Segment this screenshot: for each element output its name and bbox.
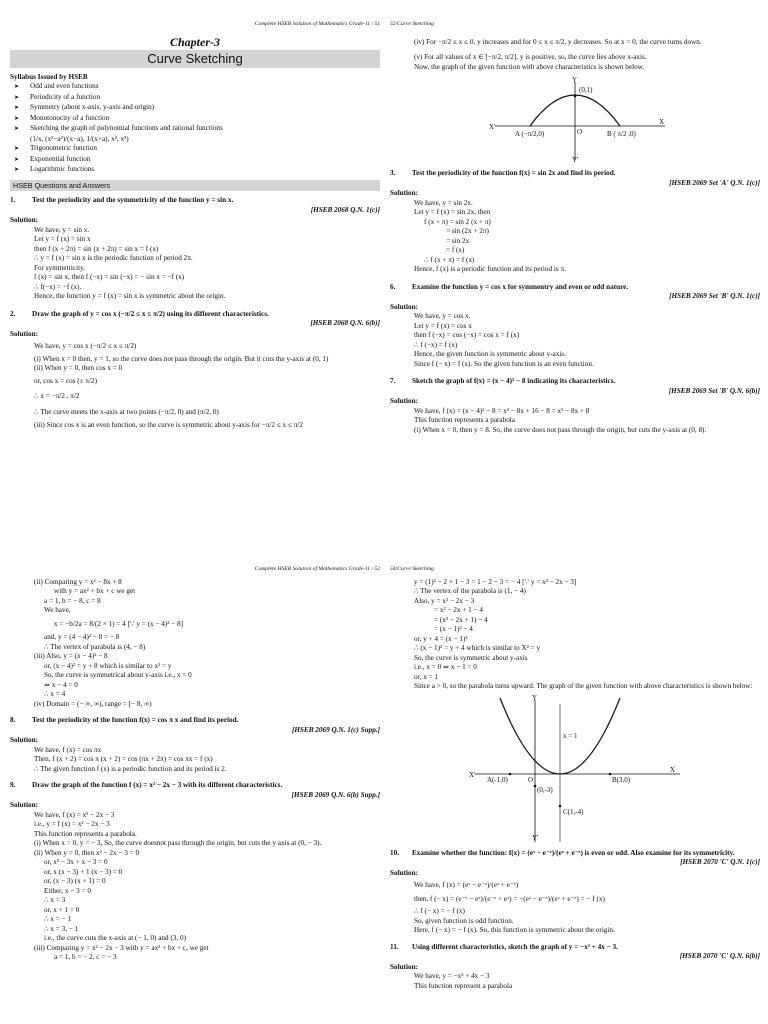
point-label-d: (0,-3) bbox=[537, 785, 553, 794]
question-ref: [HSEB 2069 Set 'B' Q.N. 1(c)] bbox=[669, 292, 760, 300]
solution-line: (iii) Also, y = (x − 4)² − 8 bbox=[34, 652, 108, 660]
question-ref: [HSEB 2070 'C' Q.N. 1(c)] bbox=[680, 858, 760, 866]
point-label-a: A (−π/2,0) bbox=[515, 130, 545, 138]
question-ref: [HSEB 2069 Q.N. 6(b) Supp.] bbox=[291, 790, 380, 799]
axis-label-x: X bbox=[670, 765, 676, 774]
solution-line: So, the curve is symmetrical about y-axis i.e., x = 0 bbox=[44, 671, 192, 679]
solution-line: then f (−x) = cos (−x) = cos x = f (x) bbox=[414, 331, 520, 339]
question-7: 7. Sketch the graph of f(x) = (x − 4)² − 8 indicating its characteristics. bbox=[390, 377, 616, 385]
solution-line: We have, f (x) = x² − 2x − 3 bbox=[34, 810, 115, 819]
solution-line: (iii) Comparing y = x² − 2x − 3 with y = ax² + bx + c, we get bbox=[34, 943, 209, 952]
solution-line: and, y = (4 − 4)² − 8 = − 8 bbox=[44, 633, 120, 641]
solution-line: ∴ x = 4 bbox=[44, 690, 66, 698]
solution-line: (iv) Domain = (− ∞, ∞), range = [− 8, ∞) bbox=[34, 699, 152, 708]
solution-label: Solution: bbox=[390, 397, 418, 405]
solution-line: Then, f (x + 2) = cos π (x + 2) = cos (πx + 2π) = cos πx = f (x) bbox=[34, 755, 213, 763]
solution-line: ∴ The vertex of parabola is (4, − 8) bbox=[44, 642, 146, 651]
syllabus-formula: (1/x, (x²−a²)/(x−a), 1/(x+a), x², x³) bbox=[30, 134, 129, 143]
solution-label: Solution: bbox=[390, 868, 418, 877]
solution-line: or, (x − 4)² = y + 8 which is similar to x² = y bbox=[44, 661, 172, 670]
point-label-a: A(-1,0) bbox=[487, 775, 508, 784]
solution-line: ∴ f (− x) = − f (x) bbox=[414, 907, 465, 915]
solution-line: = (x² − 2x + 1) − 4 bbox=[434, 615, 488, 624]
syllabus-item: ➤ Monotonocity of a function bbox=[14, 114, 380, 125]
point-label-c: C(1,-4) bbox=[563, 807, 584, 816]
question-ref: [HSEB 2069 Set 'A' Q.N. 1(c)] bbox=[669, 178, 760, 187]
solution-label: Solution: bbox=[390, 302, 418, 311]
solution-line: ∴ f (x + π) = f (x) bbox=[424, 255, 475, 264]
page-52 bbox=[10, 565, 380, 963]
solution-line: then, f (− x) = (e⁻ˣ − eˣ)/(e⁻ˣ + eˣ) = −(eˣ − e⁻ˣ)/(eˣ + e⁻ˣ) = − f (x) bbox=[414, 894, 605, 903]
line-label: x = 1 bbox=[563, 731, 578, 740]
solution-line: We have, y = sin x. bbox=[34, 225, 90, 234]
solution-line: Since f (− x) = f (x). So the given function is an even function. bbox=[414, 359, 594, 368]
solution-line: or, x (x − 3) + 1 (x − 3) = 0 bbox=[44, 867, 123, 876]
solution-line: (i) When x = 0, then y = 8. So, the curve does not pass through the origin, but cuts the y-axis at (0, 8). bbox=[414, 425, 707, 434]
solution-line: = x² − 2x + 1 − 4 bbox=[434, 606, 483, 614]
solution-line: x = −b/2a = 8/(2 × 1) = 4 [∵ y = (x − 4)² − 8] bbox=[54, 619, 183, 628]
syllabus-item: ➤ Exponential function bbox=[14, 155, 380, 166]
question-3: 3. Test the periodicity of the function f(x) = sin 2x and find its period. bbox=[390, 169, 616, 177]
solution-line: (i) When x = 0, y = − 3, So, the curve doesnot pass through the origin, but cuts the y axis at (0, − 3). bbox=[34, 839, 322, 847]
point-label-b: B(3,0) bbox=[612, 775, 631, 784]
solution-line: This function represents a parabola bbox=[414, 416, 515, 424]
chapter-label: Chapter-3 bbox=[169, 34, 220, 49]
solution-line: a = 1, b = − 8, c = 8 bbox=[44, 596, 101, 605]
solution-line: ∴ The curve meets the x-axis at two points (−π/2, 0) and (π/2, 0) bbox=[34, 407, 219, 416]
solution-line: or, y + 4 = (x − 1)² bbox=[414, 634, 468, 643]
question-8: 8. Test the periodicity of the function f(x) = cos π x and find its period. bbox=[10, 716, 239, 724]
solution-line: Hence, the given function is symmetric about y-axis. bbox=[414, 350, 566, 358]
syllabus-item: ➤ Periodicity of a function bbox=[14, 93, 380, 104]
page-52-curve bbox=[390, 20, 760, 435]
running-header: Complete HSEB Solution of Mathematics Grade-11 / 51 bbox=[254, 21, 380, 27]
solution-line: ∴ x = − 1 bbox=[44, 915, 72, 923]
solution-line: ∴ y = f (x) = sin x is the periodic function of period 2π. bbox=[34, 254, 193, 262]
solution-line: We have, f (x) = cos πx bbox=[34, 745, 102, 754]
running-header: 52/Curve Sketching bbox=[390, 21, 434, 27]
solution-line: Hence, the function y = f (x) = sin x is symmetric about the origin. bbox=[34, 292, 226, 300]
syllabus-item: ➤ Odd and even functions bbox=[14, 82, 380, 93]
solution-line: or, x² − 3x + x − 3 = 0 bbox=[44, 858, 108, 866]
solution-label: Solution: bbox=[10, 329, 38, 338]
solution-line: = sin (2x + 2π) bbox=[446, 227, 489, 235]
axis-label-yp: Y' bbox=[532, 833, 539, 842]
question-ref: [HSEB 2069 Set 'B' Q.N. 6(b)] bbox=[668, 386, 760, 395]
solution-line: ∴ x = −π/2 , π/2 bbox=[34, 392, 80, 400]
solution-line: f (x + π) = sin 2 (x + π) bbox=[424, 217, 491, 226]
solution-line: This function represents a parabola. bbox=[34, 829, 137, 838]
solution-line: This function represent a parabola bbox=[414, 981, 513, 990]
question-1: 1. Test the periodicity and the symmetricity of the function y = sin x. bbox=[10, 196, 234, 204]
solution-line: i.e., y = f (x) = x² − 2x − 3 bbox=[34, 820, 110, 828]
solution-line: (ii) Comparing y = x² − 8x + 8 bbox=[34, 577, 122, 586]
chapter-title: Curve Sketching bbox=[10, 50, 380, 68]
solution-label: Solution: bbox=[10, 736, 38, 744]
page-51 bbox=[10, 20, 380, 431]
solution-line: ∴ The vertex of the parabola is (1, − 4) bbox=[414, 587, 526, 595]
page-54 bbox=[390, 565, 760, 991]
solution-line: Let y = f (x) = sin x bbox=[34, 235, 91, 243]
syllabus-item: ➤ Logarithmic functions bbox=[14, 165, 380, 176]
solution-line: a = 1, b = − 2, c = − 3 bbox=[54, 953, 117, 961]
origin-label: O bbox=[577, 128, 583, 136]
axis-label-y: Y bbox=[572, 76, 578, 84]
cos-graph bbox=[475, 74, 675, 164]
solution-line: (iii) Since cos x is an even function, so the curve is symmetric about y-axis for −π/2 ≤ x ≤ π/2 bbox=[34, 421, 303, 429]
solution-line: = (x − 1)² − 4 bbox=[434, 625, 473, 633]
solution-line: (ii) When y = 0, then x² − 2x − 3 = 0 bbox=[34, 848, 140, 857]
solution-line: Since a > 0, so the parabola turns upward. The graph of the given function with above characteristics is shown below: bbox=[414, 682, 753, 690]
solution-line: So, the curve is symmetric about y-axis bbox=[414, 653, 528, 662]
syllabus-item: ➤ Sketching the graph of polynomial functions and rational functions bbox=[14, 124, 380, 135]
solution-line: then f (x + 2π) = sin (x + 2π) = sin x = f (x) bbox=[34, 244, 159, 253]
solution-line: We have, y = sin 2x. bbox=[414, 198, 473, 207]
question-11: 11. Using different characteristics, sketch the graph of y = −x² + 4x − 3. bbox=[390, 942, 618, 951]
question-ref: [HSEB 2069 Q.N. 1(c) Supp.] bbox=[291, 725, 380, 734]
axis-label-x: X bbox=[659, 118, 665, 126]
solution-line: = sin 2x bbox=[446, 236, 470, 245]
syllabus-heading: Syllabus Issued by HSEB bbox=[10, 72, 88, 81]
question-10: 10. Examine whether the function: f(x) = (eˣ − e⁻ˣ)/(eˣ + e⁻ˣ) is even or odd. Also examine for its symmetricity. bbox=[390, 848, 735, 857]
syllabus-item: ➤ Trigonometric function bbox=[14, 144, 380, 155]
solution-label: Solution: bbox=[390, 962, 418, 971]
solution-label: Solution: bbox=[10, 216, 38, 224]
running-header: Complete HSEB Solution of Mathematics Grade-11 / 52 bbox=[254, 566, 380, 572]
question-ref: [HSEB 2068 Q.N. 1(c)] bbox=[310, 205, 380, 214]
solution-line: (ii) When y = 0, then cos x = 0 bbox=[34, 364, 123, 372]
question-2: 2. Draw the graph of y = cos x (−π/2 ≤ x ≤ π/2) using its different characteristics. bbox=[10, 309, 269, 318]
solution-line: Hence, f (x) is a periodic function and its period is π. bbox=[414, 265, 566, 273]
solution-line: ∴ x = 3, − 1 bbox=[44, 924, 79, 933]
section-heading: HSEB Questions and Answers bbox=[10, 180, 380, 192]
solution-line: ∴ f (−x) = f (x) bbox=[414, 340, 458, 349]
solution-line: or, x + 1 = 0 bbox=[44, 905, 80, 914]
solution-line: For symmetricity, bbox=[34, 263, 86, 272]
running-header: 54/Curve Sketching bbox=[390, 566, 434, 572]
solution-line: We have, f (x) = (x − 4)² − 8 = x² − 8x + 16 − 8 = x² − 8x + 8 bbox=[414, 406, 590, 415]
solution-line: ∴ (x − 1)² = y + 4 which is similar to X² = y bbox=[414, 644, 541, 652]
solution-line: Also, y = x² − 2x − 3 bbox=[414, 596, 475, 605]
solution-line: (v) For all values of x ∈ [−π/2, π/2], y is positive, so, the curve lies above x-axis. bbox=[414, 53, 647, 61]
axis-label-y: Y bbox=[532, 693, 538, 702]
point-label-b: B ( π/2 ,0) bbox=[607, 130, 636, 138]
question-ref: [HSEB 2070 'C' Q.N. 6(b)] bbox=[679, 952, 760, 960]
solution-line: Let y = f (x) = sin 2x, then bbox=[414, 208, 491, 216]
question-ref: [HSEB 2068 Q.N. 6(b)] bbox=[310, 319, 380, 327]
solution-label: Solution: bbox=[390, 189, 418, 197]
solution-line: We have, f (x) = (eˣ − e⁻ˣ)/(eˣ + e⁻ˣ) bbox=[414, 881, 519, 889]
parabola-graph bbox=[465, 694, 685, 844]
solution-line: i.e., x = 0 ⇒ x − 1 = 0 bbox=[414, 663, 477, 671]
solution-line: We have, bbox=[44, 606, 71, 614]
question-6: 6. Examine the function y = cos x for symmentry and even or odd nature. bbox=[390, 282, 629, 291]
solution-line: (iv) For −π/2 ≤ x ≤ 0, y increases and for 0 ≤ x ≤ π/2, y decreases. So at x = 0, the curve turns down. bbox=[414, 37, 702, 46]
solution-line: Let y = f (x) = cos x bbox=[414, 321, 472, 330]
solution-label: Solution: bbox=[10, 801, 38, 809]
origin-label: O bbox=[528, 775, 534, 784]
solution-line: or, (x − 3) (x + 1) = 0 bbox=[44, 877, 106, 885]
syllabus-item: ➤ Symmetry (about x-axis, y-axis and origin) bbox=[14, 103, 380, 114]
solution-line: = f (x) bbox=[446, 246, 465, 254]
question-9: 9. Draw the graph of the function f (x) = x² − 2x − 3 with its different characteristics. bbox=[10, 781, 283, 789]
solution-line: ∴ x = 3 bbox=[44, 896, 66, 904]
solution-line: y = (1)² − 2 × 1 − 3 = 1 − 2 − 3 = − 4 [∵ y = x² − 2x − 3] bbox=[414, 577, 577, 586]
point-label-top: (0,1) bbox=[579, 86, 593, 94]
solution-line: Either, x − 3 = 0 bbox=[44, 886, 91, 895]
solution-line: ∴ f(−x) = −f (x). bbox=[34, 282, 82, 291]
solution-line: So, given function is odd function. bbox=[414, 916, 514, 925]
solution-line: We have, y = cos x. bbox=[414, 312, 471, 320]
solution-line: f (x) = sin x, then f (−x) = sin (−x) = − sin x = −f (x) bbox=[34, 273, 185, 281]
solution-line: with y = ax² + bx + c we get bbox=[54, 587, 136, 595]
syllabus-list bbox=[14, 82, 380, 176]
axis-label-xp: X' bbox=[489, 123, 496, 131]
axis-label-xp: X' bbox=[469, 770, 476, 779]
solution-line: ⇒ x − 4 = 0 bbox=[44, 680, 78, 689]
solution-line: Now, the graph of the given function with above characteristics is shown below. bbox=[414, 62, 645, 71]
solution-line: or, cos x = cos (± π/2) bbox=[34, 376, 98, 385]
solution-line: (i) When x = 0 then, y = 1, so the curve does not pass through the origin. But it cuts the y-axis at (0, 1) bbox=[34, 354, 329, 363]
solution-line: Here, f (− x) = − f (x). So, this function is symmetric about the origin. bbox=[414, 926, 615, 934]
solution-line: We have, y = −x² + 4x − 3 bbox=[414, 972, 490, 980]
solution-line: We have, y = cos x (−π/2 ≤ x ≤ π/2) bbox=[34, 342, 137, 350]
axis-label-yp: Y' bbox=[572, 156, 579, 164]
solution-line: i.e., the curve cuts the x-axis at (− 1, 0) and (3, 0) bbox=[44, 934, 186, 942]
solution-line: or, x = 1 bbox=[414, 672, 439, 681]
solution-line: ∴ The given function f (x) is a periodic function and its period is 2. bbox=[34, 764, 227, 773]
